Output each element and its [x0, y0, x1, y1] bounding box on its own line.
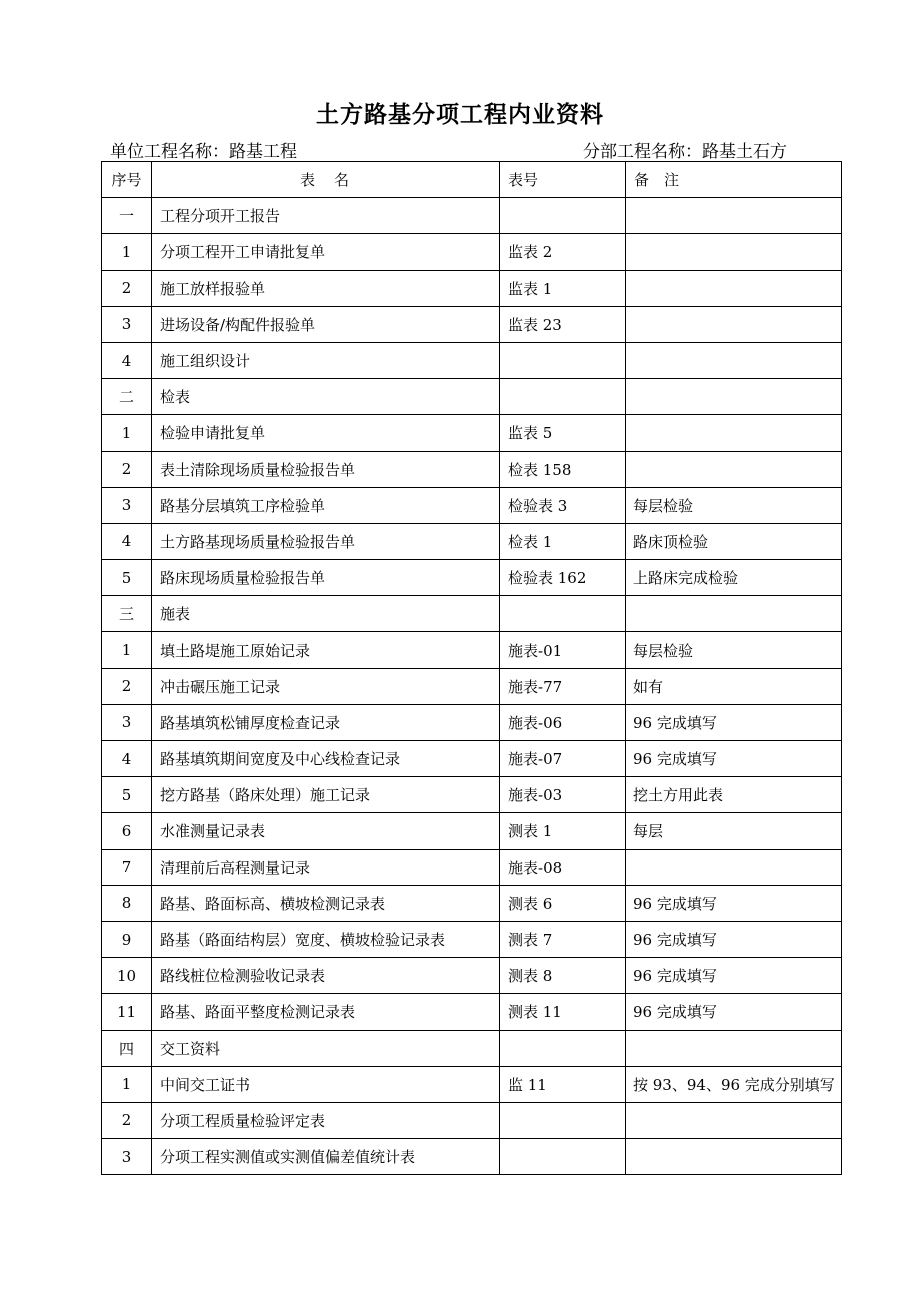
cell-note: 上路床完成检验 [626, 560, 842, 596]
cell-note [626, 234, 842, 270]
cell-name: 路基、路面标高、横坡检测记录表 [152, 885, 500, 921]
cell-name: 交工资料 [152, 1030, 500, 1066]
cell-no: 3 [102, 1139, 152, 1175]
cell-name: 路基填筑松铺厚度检查记录 [152, 704, 500, 740]
header-note: 备 注 [626, 162, 842, 198]
table-body [102, 198, 842, 1175]
cell-code: 测表 6 [500, 885, 626, 921]
cell-no: 三 [102, 596, 152, 632]
cell-note: 96 完成填写 [626, 741, 842, 777]
table-row [102, 523, 842, 559]
cell-note: 路床顶检验 [626, 523, 842, 559]
division-project-name: 分部工程名称：路基土石方 [583, 142, 787, 162]
cell-code: 测表 8 [500, 958, 626, 994]
table-row [102, 306, 842, 342]
table-row [102, 560, 842, 596]
cell-no: 9 [102, 921, 152, 957]
table-row [102, 668, 842, 704]
cell-name: 施工放样报验单 [152, 270, 500, 306]
cell-code: 检表 158 [500, 451, 626, 487]
header-no: 序号 [102, 162, 152, 198]
cell-code: 测表 7 [500, 921, 626, 957]
cell-code: 检验表 162 [500, 560, 626, 596]
cell-note [626, 415, 842, 451]
header-code: 表号 [500, 162, 626, 198]
cell-name: 分项工程质量检验评定表 [152, 1102, 500, 1138]
cell-no: 2 [102, 270, 152, 306]
cell-code [500, 596, 626, 632]
cell-name: 土方路基现场质量检验报告单 [152, 523, 500, 559]
cell-name: 清理前后高程测量记录 [152, 849, 500, 885]
cell-name: 填土路堤施工原始记录 [152, 632, 500, 668]
cell-no: 8 [102, 885, 152, 921]
table-row [102, 777, 842, 813]
document-title: 土方路基分项工程内业资料 [316, 101, 604, 128]
cell-no: 3 [102, 704, 152, 740]
cell-no: 1 [102, 632, 152, 668]
cell-note: 如有 [626, 668, 842, 704]
table-row [102, 451, 842, 487]
cell-note [626, 198, 842, 234]
cell-name: 冲击碾压施工记录 [152, 668, 500, 704]
header-name: 表 名 [152, 162, 500, 198]
table-row [102, 704, 842, 740]
cell-no: 1 [102, 415, 152, 451]
cell-name: 路基、路面平整度检测记录表 [152, 994, 500, 1030]
table-row [102, 1139, 842, 1175]
cell-no: 7 [102, 849, 152, 885]
cell-name: 分项工程实测值或实测值偏差值统计表 [152, 1139, 500, 1175]
cell-code: 监表 1 [500, 270, 626, 306]
cell-no: 1 [102, 234, 152, 270]
cell-code [500, 198, 626, 234]
cell-note: 每层 [626, 813, 842, 849]
cell-code: 施表-01 [500, 632, 626, 668]
cell-no: 6 [102, 813, 152, 849]
cell-no: 2 [102, 451, 152, 487]
cell-note: 按 93、94、96 完成分别填写 [626, 1066, 842, 1102]
table-row [102, 270, 842, 306]
cell-no: 四 [102, 1030, 152, 1066]
table-row [102, 487, 842, 523]
cell-note [626, 849, 842, 885]
cell-no: 4 [102, 342, 152, 378]
cell-name: 分项工程开工申请批复单 [152, 234, 500, 270]
cell-code: 监 11 [500, 1066, 626, 1102]
cell-note: 每层检验 [626, 487, 842, 523]
table-row [102, 632, 842, 668]
cell-code: 检验表 3 [500, 487, 626, 523]
cell-code: 施表-77 [500, 668, 626, 704]
cell-note [626, 596, 842, 632]
cell-name: 路基分层填筑工序检验单 [152, 487, 500, 523]
cell-note [626, 342, 842, 378]
unit-project-name: 单位工程名称：路基工程 [110, 142, 297, 162]
cell-no: 1 [102, 1066, 152, 1102]
table-row [102, 1066, 842, 1102]
cell-note: 挖土方用此表 [626, 777, 842, 813]
cell-name: 检表 [152, 379, 500, 415]
table-row [102, 885, 842, 921]
cell-code: 测表 11 [500, 994, 626, 1030]
cell-code: 监表 2 [500, 234, 626, 270]
cell-name: 路线桩位检测验收记录表 [152, 958, 500, 994]
table-row [102, 379, 842, 415]
cell-no: 11 [102, 994, 152, 1030]
cell-no: 一 [102, 198, 152, 234]
table-row [102, 921, 842, 957]
cell-no: 4 [102, 741, 152, 777]
cell-no: 2 [102, 668, 152, 704]
records-table [101, 161, 842, 1175]
table-row [102, 415, 842, 451]
cell-code: 检表 1 [500, 523, 626, 559]
cell-no: 3 [102, 306, 152, 342]
cell-code [500, 1139, 626, 1175]
cell-name: 路床现场质量检验报告单 [152, 560, 500, 596]
cell-no: 10 [102, 958, 152, 994]
cell-note: 96 完成填写 [626, 885, 842, 921]
cell-code: 监表 23 [500, 306, 626, 342]
cell-name: 水准测量记录表 [152, 813, 500, 849]
cell-no: 5 [102, 560, 152, 596]
cell-code: 测表 1 [500, 813, 626, 849]
cell-no: 5 [102, 777, 152, 813]
cell-no: 2 [102, 1102, 152, 1138]
cell-code: 施表-06 [500, 704, 626, 740]
cell-name: 施工组织设计 [152, 342, 500, 378]
cell-note: 96 完成填写 [626, 994, 842, 1030]
cell-code: 监表 5 [500, 415, 626, 451]
cell-no: 3 [102, 487, 152, 523]
table-row [102, 958, 842, 994]
cell-name: 检验申请批复单 [152, 415, 500, 451]
cell-code [500, 1102, 626, 1138]
cell-note: 96 完成填写 [626, 921, 842, 957]
table-row [102, 342, 842, 378]
cell-note [626, 1102, 842, 1138]
cell-note [626, 1139, 842, 1175]
cell-code: 施表-08 [500, 849, 626, 885]
cell-note [626, 451, 842, 487]
cell-code: 施表-03 [500, 777, 626, 813]
cell-name: 路基填筑期间宽度及中心线检查记录 [152, 741, 500, 777]
cell-note [626, 270, 842, 306]
table-row [102, 849, 842, 885]
table-row [102, 596, 842, 632]
cell-code [500, 342, 626, 378]
cell-note: 每层检验 [626, 632, 842, 668]
table-row [102, 994, 842, 1030]
cell-note [626, 1030, 842, 1066]
table-row [102, 813, 842, 849]
cell-name: 施表 [152, 596, 500, 632]
table-row [102, 1030, 842, 1066]
cell-note: 96 完成填写 [626, 704, 842, 740]
table-row [102, 198, 842, 234]
cell-code [500, 379, 626, 415]
table-row [102, 234, 842, 270]
cell-note [626, 379, 842, 415]
cell-no: 4 [102, 523, 152, 559]
cell-note [626, 306, 842, 342]
cell-name: 表土清除现场质量检验报告单 [152, 451, 500, 487]
table-header-row [102, 162, 842, 198]
cell-name: 进场设备/构配件报验单 [152, 306, 500, 342]
cell-code [500, 1030, 626, 1066]
cell-note: 96 完成填写 [626, 958, 842, 994]
cell-name: 路基（路面结构层）宽度、横坡检验记录表 [152, 921, 500, 957]
table-row [102, 1102, 842, 1138]
cell-code: 施表-07 [500, 741, 626, 777]
cell-name: 挖方路基（路床处理）施工记录 [152, 777, 500, 813]
cell-no: 二 [102, 379, 152, 415]
table-row [102, 741, 842, 777]
cell-name: 中间交工证书 [152, 1066, 500, 1102]
cell-name: 工程分项开工报告 [152, 198, 500, 234]
